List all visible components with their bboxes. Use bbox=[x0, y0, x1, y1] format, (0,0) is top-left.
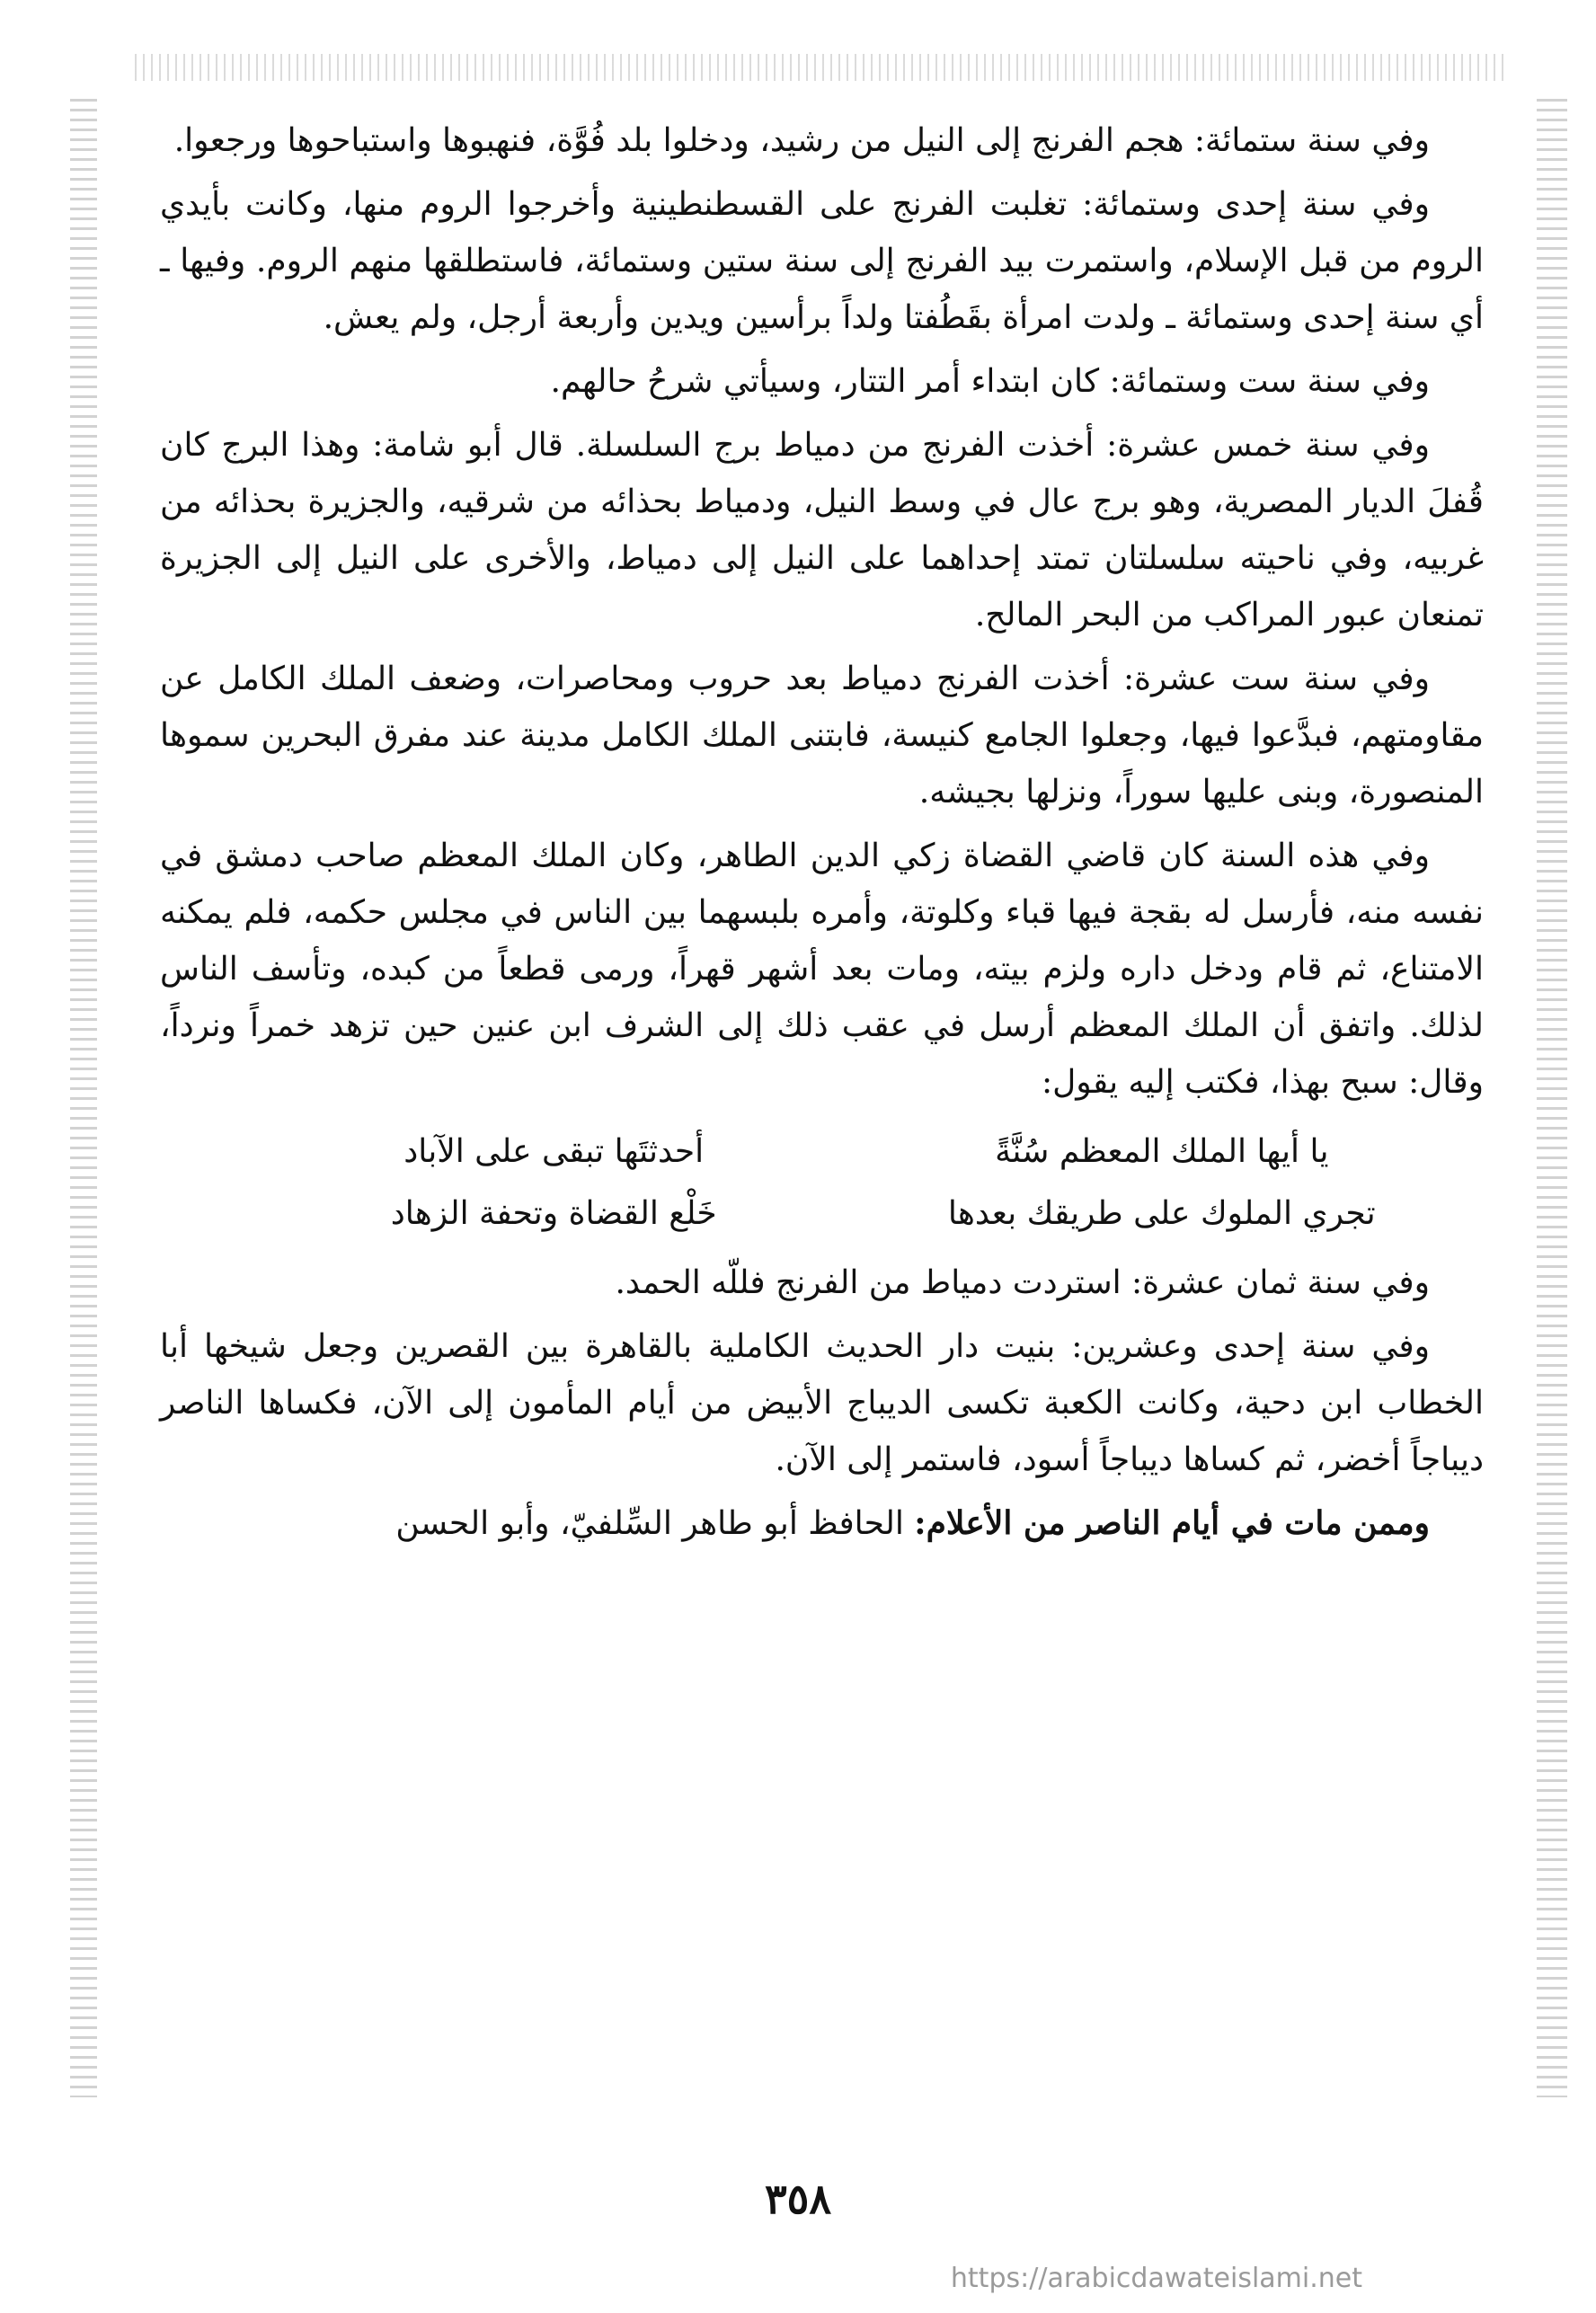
decorative-top-border bbox=[135, 54, 1506, 81]
poem-line bbox=[160, 1123, 1484, 1180]
poem-hemistich-left: أحدثتَها تبقى على الآباد bbox=[403, 1133, 705, 1170]
paragraph-year-616: وفي سنة ست عشرة: أخذت الفرنج دمياط بعد حروب ومحاصرات، وضعف الملك الكامل عن مقاومتهم، فبدَّعوا فيها، وجعلوا الجامع كنيسة، فابتنى الملك الكامل مدينة عند مفرق البحرين سموها المنصورة، وبنى عليها سوراً، ونزلها بجيشه. bbox=[160, 660, 1484, 811]
notable-deaths-heading: وممن مات في أيام الناصر من الأعلام: bbox=[914, 1504, 1430, 1542]
poem-hemistich-left: خَلْع القضاة وتحفة الزهاد bbox=[390, 1195, 717, 1232]
decorative-right-border bbox=[1537, 99, 1567, 2097]
poem-hemistich-right: تجري الملوك على طريقك بعدها bbox=[947, 1195, 1376, 1232]
paragraph-year-601: وفي سنة إحدى وستمائة: تغلبت الفرنج على القسطنطينية وأخرجوا الروم منها، وكانت بأيدي الروم من قبل الإسلام، واستمرت بيد الفرنج إلى سنة ستين وستمائة، فاستطلقها منهم الروم. وفيها ـ أي سنة إحدى وستمائة ـ ولدت امرأة بقَطُفتا ولداً برأسين ويدين وأربعة أرجل، ولم يعش. bbox=[160, 186, 1484, 336]
page-number: ٣٥٨ bbox=[764, 2175, 832, 2223]
paragraph-qadi-story: وفي هذه السنة كان قاضي القضاة زكي الدين الطاهر، وكان الملك المعظم صاحب دمشق في نفسه منه، فأرسل له بقجة فيها قباء وكلوتة، وأمره بلبسهما بين الناس في مجلس حكمه، فلم يمكنه الامتناع، ثم قام ودخل داره ولزم بيته، ومات بعد أشهر قهراً، ورمى قطعاً من كبده، وتأسف الناس لذلك. واتفق أن الملك المعظم أرسل في عقب ذلك إلى الشرف ابن عنين حين تزهد خمراً ونرداً، وقال: سبح بهذا، فكتب إليه يقول: bbox=[160, 837, 1484, 1101]
poem-line bbox=[160, 1185, 1484, 1242]
paragraph-year-618: وفي سنة ثمان عشرة: استردت دمياط من الفرنج فللّه الحمد. bbox=[615, 1264, 1430, 1301]
notable-deaths-text: الحافظ أبو طاهر السِّلفيّ، وأبو الحسن bbox=[395, 1505, 915, 1542]
watermark-url: https://arabicdawateislami.net bbox=[950, 2263, 1362, 2294]
paragraph-year-615: وفي سنة خمس عشرة: أخذت الفرنج من دمياط برج السلسلة. قال أبو شامة: وهذا البرج كان قُفلَ الديار المصرية، وهو برج عال في وسط النيل، ودمياط بحذائه من شرقيه، والجزيرة بحذائه من غربيه، وفي ناحيته سلسلتان تمتد إحداهما على النيل إلى دمياط، والأخرى على النيل إلى الجزيرة تمنعان عبور المراكب من البحر المالح. bbox=[160, 427, 1484, 634]
paragraph-notable-deaths bbox=[160, 1495, 1484, 1552]
poem bbox=[160, 1123, 1484, 1242]
decorative-left-border bbox=[70, 99, 97, 2097]
page-body bbox=[160, 112, 1484, 1559]
paragraph-year-606: وفي سنة ست وستمائة: كان ابتداء أمر التتار، وسيأتي شرحُ حالهم. bbox=[550, 363, 1430, 400]
paragraph-year-600: وفي سنة ستمائة: هجم الفرنج إلى النيل من رشيد، ودخلوا بلد فُوَّة، فنهبوها واستباحوها ورجعوا. bbox=[173, 122, 1430, 159]
paragraph-year-621: وفي سنة إحدى وعشرين: بنيت دار الحديث الكاملية بالقاهرة بين القصرين وجعل شيخها أبا الخطاب ابن دحية، وكانت الكعبة تكسى الديباج الأبيض من أيام المأمون إلى الآن، فكساها الناصر ديباجاً أخضر، ثم كساها ديباجاً أسود، فاستمر إلى الآن. bbox=[160, 1328, 1484, 1478]
poem-hemistich-right: يا أيها الملك المعظم سُنَّةً bbox=[995, 1133, 1329, 1170]
